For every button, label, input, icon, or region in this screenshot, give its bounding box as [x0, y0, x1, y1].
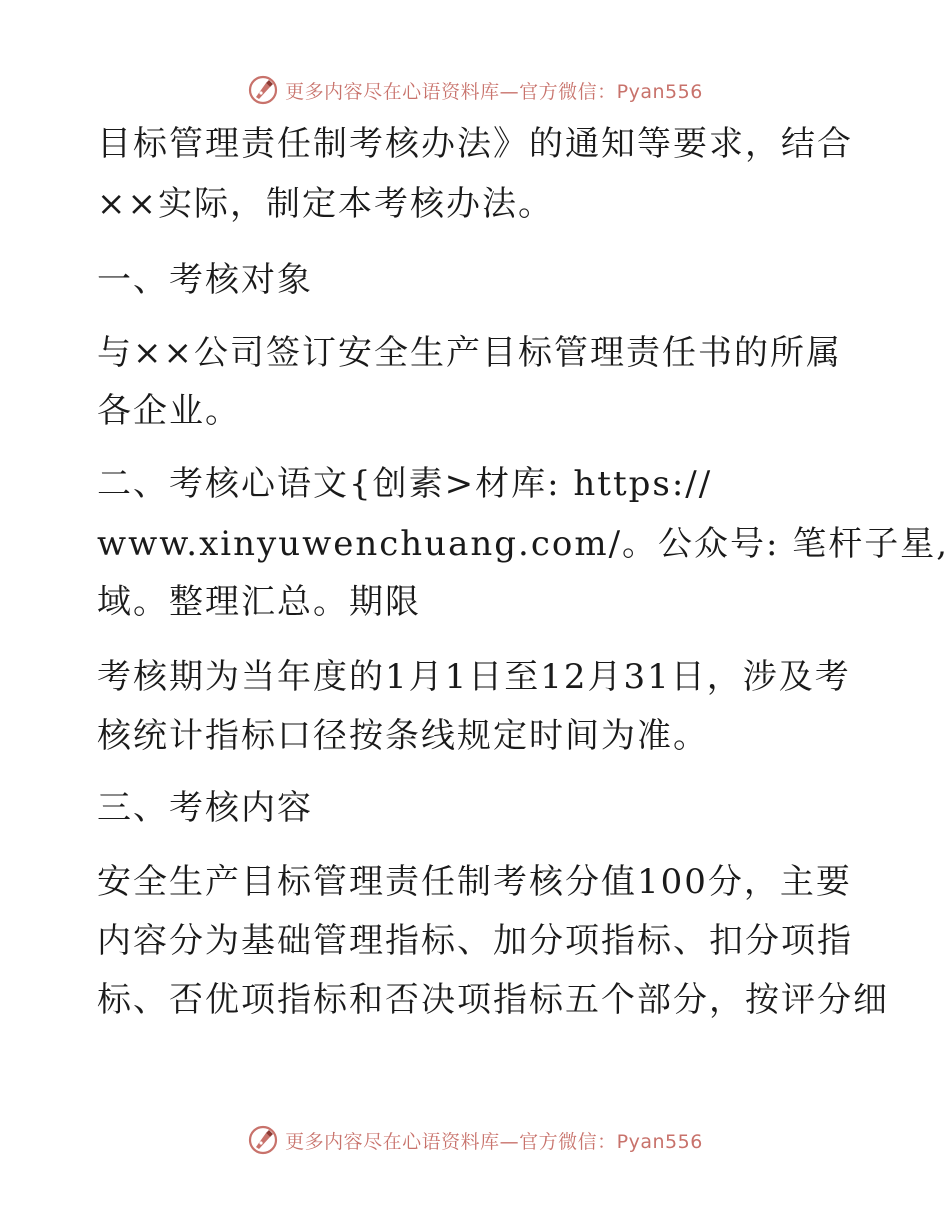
- body-line: www.xinyuwenchuang.com/。公众号: 笔杆子星,: [97, 524, 950, 564]
- body-line: 与××公司签订安全生产目标管理责任书的所属: [97, 333, 842, 373]
- body-line: ××实际，制定本考核办法。: [97, 184, 554, 224]
- body-line: 标、否优项指标和否决项指标五个部分，按评分细: [97, 980, 889, 1020]
- pen-nib-logo-icon: [247, 74, 279, 106]
- body-line: 各企业。: [97, 391, 241, 431]
- body-line: 域。整理汇总。期限: [97, 582, 421, 622]
- footer-watermark-banner: [0, 1120, 950, 1160]
- pen-nib-logo-icon: [247, 1124, 279, 1156]
- body-line: 内容分为基础管理指标、加分项指标、扣分项指: [97, 921, 853, 961]
- watermark-text: 更多内容尽在心语资料库—官方微信：Pyan556: [285, 1130, 703, 1153]
- section-heading: 二、考核心语文{创素>材库: https://: [97, 464, 713, 504]
- body-line: 目标管理责任制考核办法》的通知等要求，结合: [97, 124, 853, 164]
- watermark-text: 更多内容尽在心语资料库—官方微信：Pyan556: [285, 80, 703, 103]
- header-watermark-banner: [0, 70, 950, 110]
- body-line: 核统计指标口径按条线规定时间为准。: [97, 716, 709, 756]
- body-line: 考核期为当年度的1月1日至12月31日，涉及考: [97, 657, 851, 697]
- section-heading: 一、考核对象: [97, 260, 313, 300]
- body-line: 安全生产目标管理责任制考核分值100分，主要: [97, 862, 852, 902]
- section-heading: 三、考核内容: [97, 788, 313, 828]
